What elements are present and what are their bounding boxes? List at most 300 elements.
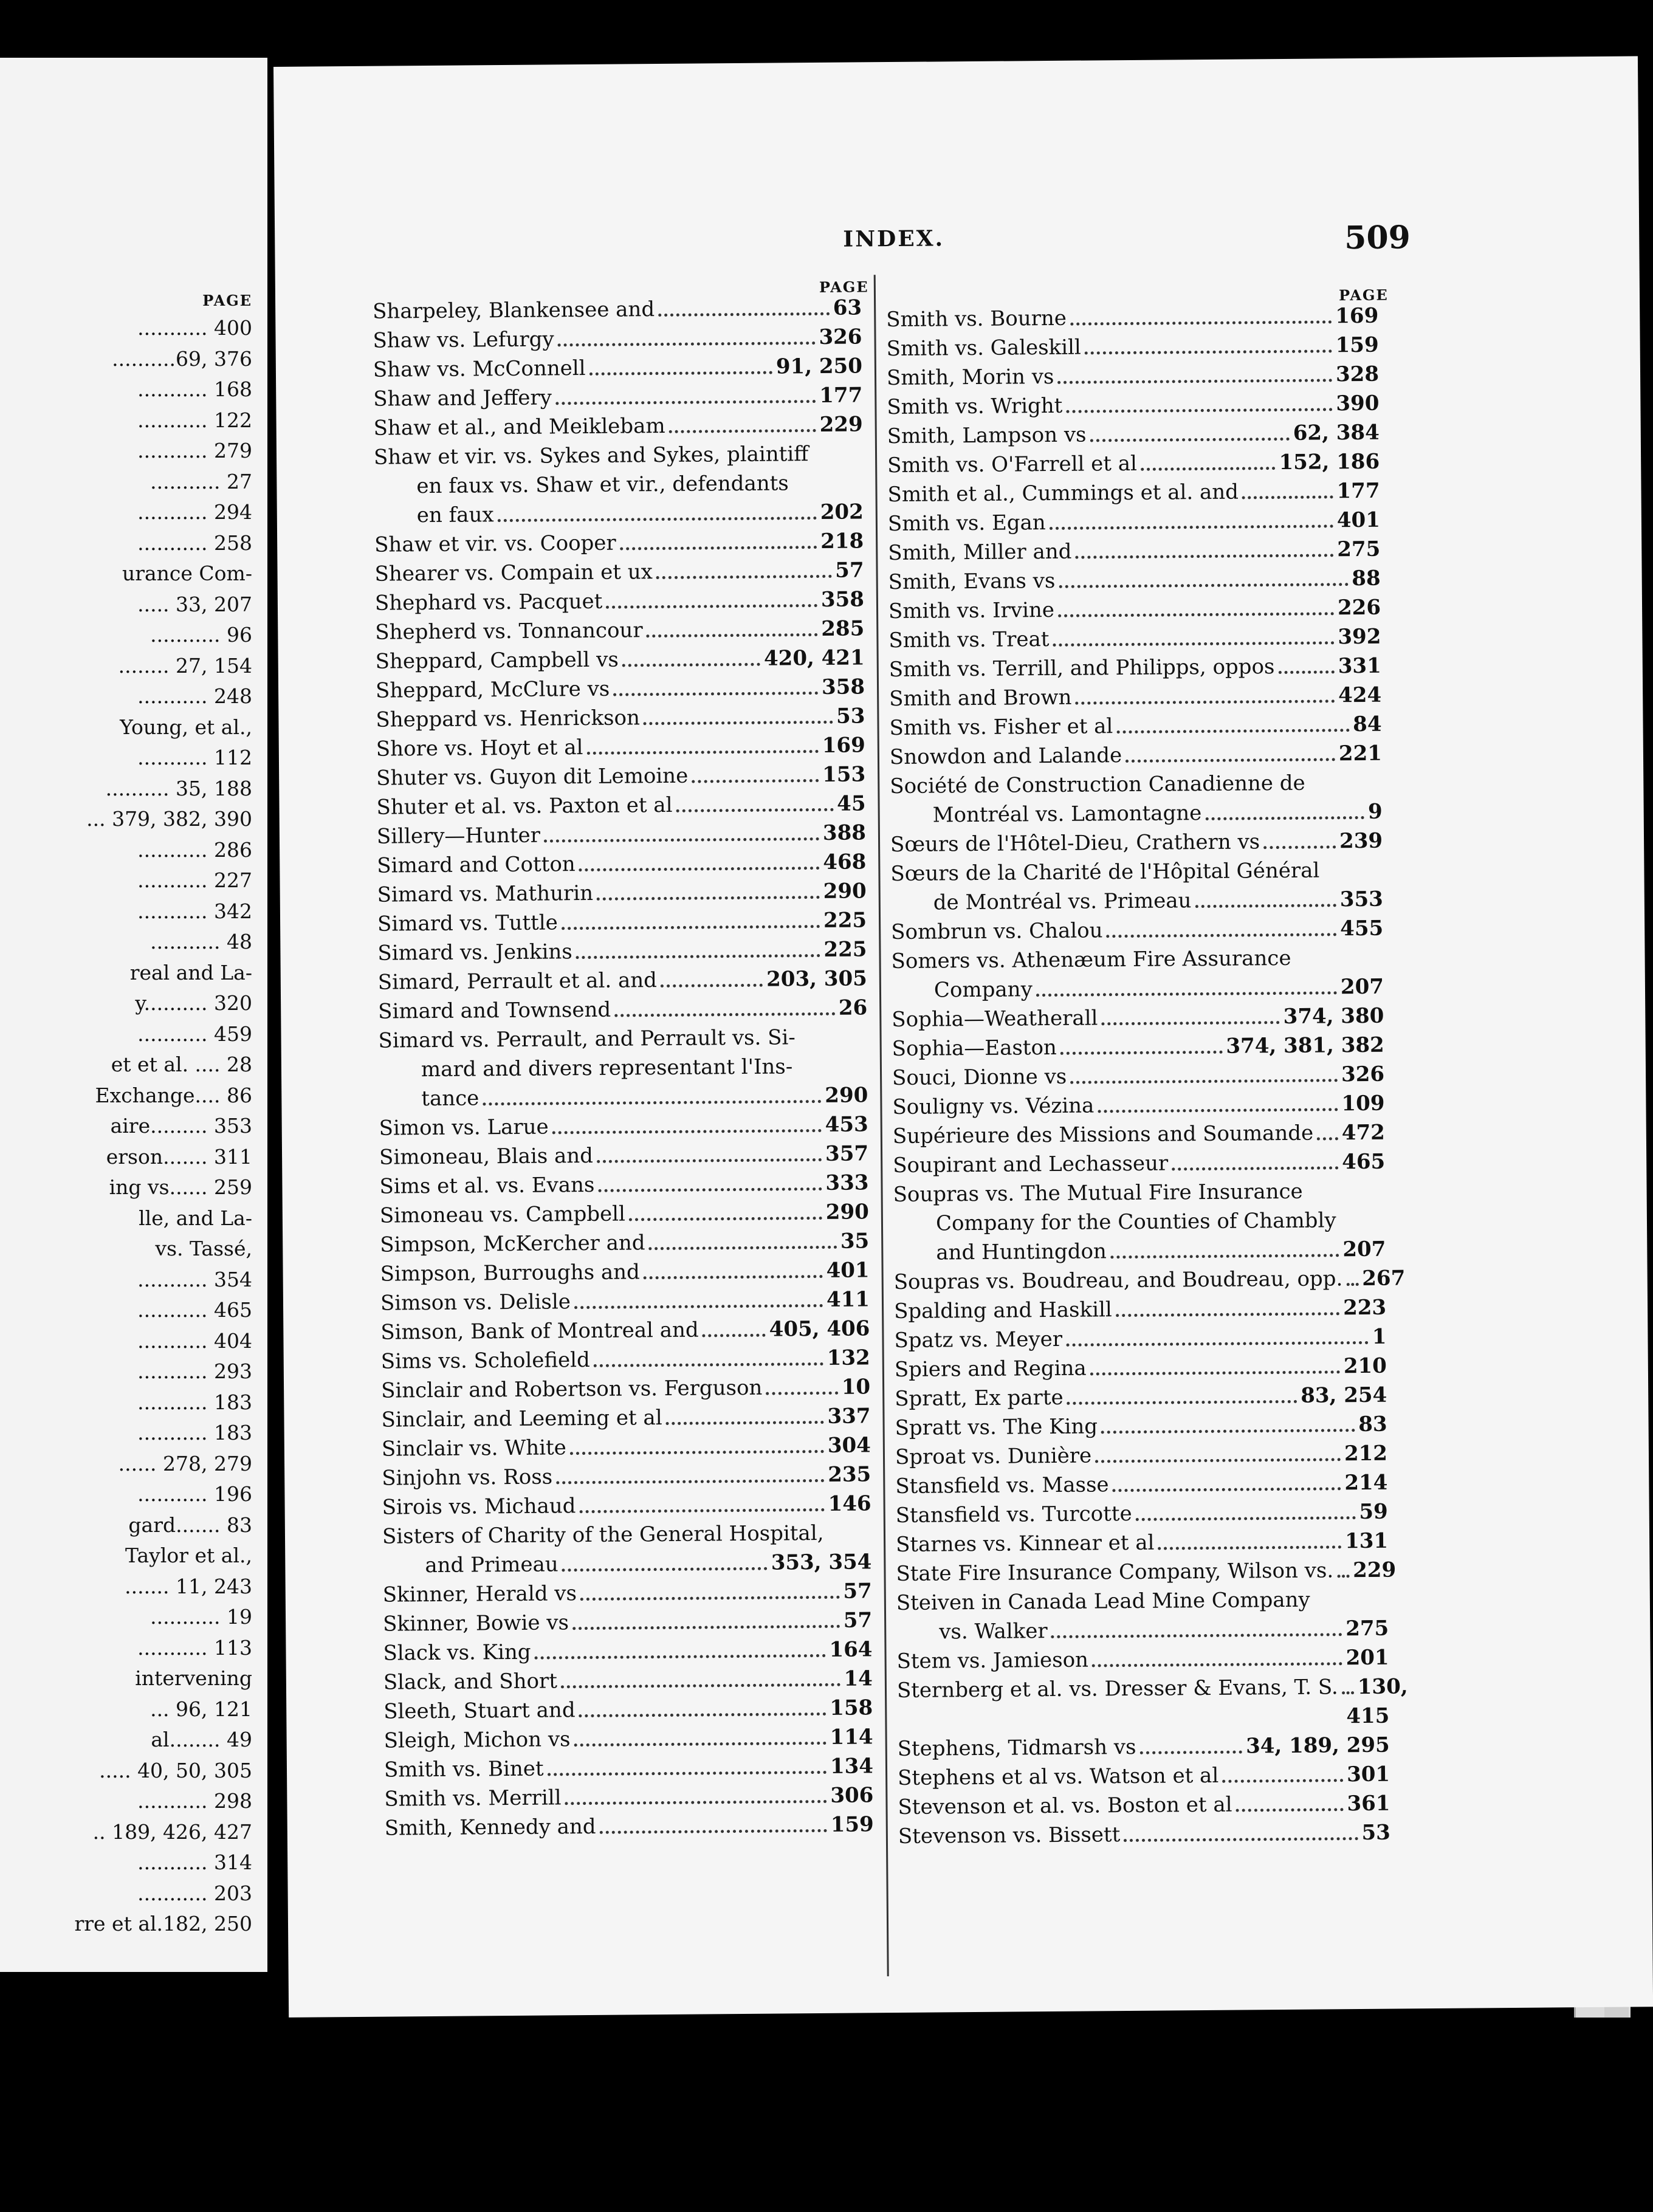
left-page-line: ........... 465 [137, 1298, 252, 1322]
left-page-line: real and La- [129, 960, 252, 984]
entry-name: Spalding and Haskill [893, 1297, 1112, 1324]
entry-page: 207 [1342, 1237, 1386, 1262]
left-page-line: ...... 278, 279 [118, 1451, 252, 1475]
index-entry [382, 1431, 871, 1463]
index-entry [383, 1576, 872, 1609]
left-page-line: ........... 314 [137, 1850, 252, 1874]
left-page-line: rre et al.182, 250 [74, 1912, 252, 1935]
leader-dots [483, 1100, 821, 1105]
leader-dots [1222, 1779, 1343, 1783]
leader-dots [1116, 1312, 1339, 1317]
entry-name: Somers vs. Athenæum Fire Assurance [891, 946, 1291, 974]
entry-page: 134 [830, 1754, 874, 1779]
entry-page: 218 [820, 529, 864, 554]
entry-page: 201 [1345, 1645, 1389, 1671]
entry-page: 53 [836, 704, 865, 729]
left-page-line: Exchange.... 86 [95, 1083, 252, 1107]
index-entry [379, 1139, 868, 1172]
entry-name: Shephard vs. Pacquet [374, 589, 603, 616]
leader-dots [692, 779, 819, 783]
entry-page: 420, 421 [763, 645, 865, 671]
entry-name: Smith vs. Bourne [886, 306, 1067, 332]
leader-dots [1317, 1137, 1338, 1140]
leader-dots [561, 1683, 840, 1689]
leader-dots [644, 1275, 823, 1279]
entry-name: Soupras vs. The Mutual Fire Insurance [893, 1179, 1303, 1207]
index-entry [382, 1547, 871, 1580]
entry-page: 53 [1361, 1820, 1391, 1846]
entry-page: 290 [825, 1083, 868, 1108]
entry-name: Smith vs. Fisher et al [889, 714, 1113, 741]
index-entry [374, 439, 863, 472]
leader-dots [580, 1508, 825, 1513]
entry-name: Sinclair and Robertson vs. Ferguson [380, 1375, 763, 1403]
entry-name: Simard vs. Tuttle [377, 910, 558, 936]
index-entry [898, 1818, 1390, 1851]
entry-name: tance [421, 1086, 479, 1111]
left-page-line: aire......... 353 [110, 1114, 252, 1138]
entry-name: Stephens, Tidmarsh vs [897, 1734, 1136, 1762]
index-entry [891, 914, 1383, 947]
index-entry [378, 964, 867, 997]
leader-dots [1141, 467, 1276, 471]
column-divider [874, 275, 889, 1976]
left-page-line: ..... 40, 50, 305 [99, 1758, 252, 1782]
left-page-line: ... 379, 382, 390 [86, 807, 252, 831]
entry-name: Simard vs. Jenkins [377, 939, 572, 966]
index-entry [890, 797, 1383, 830]
entry-page: 153 [822, 762, 866, 787]
leader-dots [1158, 1545, 1341, 1550]
entry-page: 453 [825, 1112, 868, 1137]
entry-page: 169 [822, 733, 865, 758]
index-entry [893, 1206, 1386, 1238]
index-entry [383, 1693, 873, 1726]
entry-name: Slack, and Short [383, 1669, 558, 1695]
index-entry [892, 1060, 1384, 1093]
leader-dots [580, 1596, 839, 1601]
left-page-line: ........... 112 [137, 746, 252, 769]
entry-name: Spratt, Ex parte [895, 1385, 1064, 1412]
index-entry [375, 585, 864, 617]
entry-name: en faux [416, 503, 494, 528]
index-entry [891, 885, 1383, 918]
index-entry [896, 1556, 1397, 1589]
index-entry [890, 856, 1383, 888]
index-entry [897, 1702, 1389, 1734]
entry-name: Company for the Counties of Chambly [935, 1208, 1336, 1236]
entry-page: 57 [843, 1608, 873, 1633]
entry-name: Shaw et vir. vs. Sykes and Sykes, plaintiff [373, 442, 809, 470]
index-entry [888, 593, 1381, 626]
index-entry [374, 468, 863, 501]
entry-page: 34, 189, 295 [1245, 1733, 1390, 1759]
entry-name: Shuter et al. vs. Paxton et al [376, 792, 673, 820]
entry-page: 239 [1339, 828, 1383, 854]
leader-dots [666, 1421, 824, 1425]
leader-dots [1058, 612, 1334, 617]
index-column-right [886, 301, 1408, 1851]
entry-page: 62, 384 [1293, 420, 1380, 445]
leader-dots [587, 750, 819, 755]
index-entry [377, 905, 867, 938]
entry-page: 226 [1337, 595, 1381, 620]
index-entry [893, 1264, 1406, 1297]
left-page-line: Young, et al., [120, 715, 252, 739]
entry-name: Sharpeley, Blankensee and [373, 297, 655, 324]
entry-page: 83, 254 [1301, 1382, 1387, 1408]
entry-page: 45 [837, 791, 866, 816]
entry-name: Smith et al., Cummings et al. and [887, 479, 1239, 507]
entry-name: Shore vs. Hoyt et al [376, 735, 583, 761]
leader-dots [658, 312, 830, 317]
entry-name: Sheppard, Campbell vs [375, 647, 619, 674]
entry-page: 177 [819, 383, 863, 408]
entry-name: Sproat vs. Dunière [895, 1443, 1092, 1470]
left-page-line: ........... 404 [137, 1328, 252, 1353]
entry-name: Steiven in Canada Lead Mine Company [896, 1587, 1310, 1616]
leader-dots [1195, 904, 1336, 908]
index-column-left [373, 293, 874, 1843]
entry-page: 221 [1338, 741, 1383, 766]
entry-name: Smith, Lampson vs [887, 422, 1087, 449]
entry-page: 1 [1372, 1324, 1387, 1349]
left-page-line: ........... 113 [137, 1635, 252, 1660]
index-entry [384, 1751, 873, 1784]
index-entry [376, 789, 865, 822]
entry-page: 114 [830, 1725, 873, 1750]
entry-name: Skinner, Herald vs [382, 1581, 577, 1607]
leader-dots [1236, 1808, 1344, 1812]
leader-dots [565, 1800, 827, 1805]
entry-page: 275 [1345, 1616, 1389, 1641]
entry-name: Shepherd vs. Tonnancour [375, 618, 643, 645]
index-entry [380, 1255, 869, 1288]
entry-name: vs. Walker [939, 1619, 1048, 1644]
entry-name: Sophia—Weatherall [892, 1006, 1098, 1032]
index-entry [373, 380, 862, 413]
index-entry [896, 1614, 1389, 1647]
entry-page: 306 [830, 1783, 874, 1808]
index-entry [888, 564, 1381, 597]
leader-dots [1051, 1633, 1342, 1638]
entry-page: 455 [1340, 916, 1384, 941]
left-column-page-label: PAGE [819, 278, 869, 296]
index-entry [892, 1089, 1384, 1122]
index-entry [894, 1322, 1386, 1355]
entry-name: Sinjohn vs. Ross [382, 1465, 553, 1491]
entry-page: 9 [1367, 799, 1383, 824]
entry-page: 267 [1362, 1266, 1406, 1291]
leader-dots [629, 1217, 822, 1221]
index-entry [896, 1643, 1389, 1676]
leader-dots [1136, 1516, 1356, 1521]
left-page-label: PAGE [202, 292, 252, 309]
left-page-line: ........... 258 [137, 531, 252, 555]
index-entry [896, 1497, 1388, 1530]
entry-page: 333 [825, 1170, 869, 1195]
index-entry [890, 826, 1383, 859]
entry-page: 212 [1344, 1441, 1388, 1466]
index-entry [893, 1176, 1385, 1209]
index-entry [896, 1672, 1408, 1705]
entry-page: 411 [826, 1287, 870, 1312]
entry-name: Simard vs. Perrault, and Perrault vs. Si- [378, 1025, 796, 1053]
entry-name: Shuter vs. Guyon dit Lemoine [376, 763, 689, 791]
entry-name: Sheppard, McClure vs [375, 676, 610, 703]
index-entry [373, 410, 862, 442]
entry-name: Société de Construction Canadienne de [890, 771, 1305, 799]
entry-name: Smith, Miller and [888, 539, 1072, 566]
entry-page: 158 [830, 1695, 873, 1720]
leader-dots [562, 925, 820, 930]
index-entry [376, 760, 865, 792]
left-page-line: ........... 203 [137, 1881, 252, 1905]
index-entry [385, 1810, 874, 1843]
index-entry [888, 535, 1380, 568]
leader-dots [1124, 1837, 1358, 1842]
entry-name: Supérieure des Missions and Soumande [892, 1121, 1314, 1149]
index-entry [887, 447, 1380, 480]
entry-page: 353 [1339, 887, 1383, 912]
index-entry [373, 351, 862, 384]
entry-page: 275 [1337, 537, 1381, 562]
entry-page: 357 [825, 1141, 869, 1166]
index-entry [892, 1031, 1384, 1063]
index-entry [376, 643, 865, 676]
index-entry [888, 506, 1380, 538]
leader-dots [572, 1625, 840, 1630]
leader-dots [555, 400, 816, 405]
entry-page: 472 [1341, 1120, 1385, 1146]
entry-name: Shaw vs. McConnell [373, 355, 586, 382]
entry-name: Smith vs. Merrill [384, 1785, 562, 1812]
index-entry [374, 526, 864, 559]
entry-page: 210 [1343, 1353, 1387, 1379]
entry-page: 84 [1353, 712, 1382, 737]
index-entry [886, 331, 1378, 363]
index-entry [895, 1381, 1387, 1413]
entry-name: Sœurs de la Charité de l'Hôpital Général [890, 858, 1320, 887]
leader-dots [1036, 991, 1337, 997]
index-entry [895, 1468, 1387, 1501]
index-entry [891, 943, 1383, 976]
entry-name: Smith vs. Irvine [888, 597, 1055, 624]
entry-page: 401 [1336, 507, 1381, 533]
entry-name: Sophia—Easton [892, 1035, 1057, 1062]
entry-name: Smith vs. Wright [887, 393, 1063, 420]
index-entry [375, 614, 864, 647]
entry-name: Shaw et al., and Meiklebam [373, 413, 665, 441]
index-entry [896, 1527, 1388, 1559]
entry-name: Souci, Dionne vs [892, 1064, 1067, 1091]
entry-page: 88 [1352, 566, 1381, 591]
index-entry [892, 972, 1384, 1005]
entry-name: Simard and Cotton [377, 852, 576, 878]
entry-name: Stevenson vs. Bissett [898, 1822, 1121, 1849]
leader-dots [606, 604, 817, 609]
left-page-line: ........... 227 [137, 868, 252, 892]
left-page-line: .. 189, 426, 427 [92, 1819, 252, 1844]
entry-page: 59 [1359, 1499, 1388, 1525]
entry-name: de Montréal vs. Primeau [933, 888, 1192, 915]
entry-name: Sternberg et al. vs. Dresser & Evans, T. S. [896, 1675, 1338, 1703]
leader-dots [1060, 1051, 1223, 1055]
index-entry [373, 322, 862, 355]
index-entry [889, 710, 1381, 743]
entry-page: 225 [823, 937, 867, 962]
index-entry [893, 1235, 1386, 1268]
entry-name: Sims vs. Scholefield [380, 1347, 590, 1374]
left-page-list [0, 313, 252, 1940]
entry-name: Simson vs. Delisle [380, 1290, 571, 1316]
left-page-line: ing vs...... 259 [109, 1175, 252, 1199]
entry-page: 328 [1335, 362, 1380, 387]
entry-page: 57 [843, 1579, 872, 1604]
entry-name: Smith vs. O'Farrell et al [887, 451, 1138, 478]
leader-dots [579, 1712, 826, 1717]
entry-name: Simson, Bank of Montreal and [380, 1317, 699, 1345]
left-page-line: vs. Tassé, [155, 1237, 252, 1260]
index-entry [383, 1664, 873, 1697]
index-entry [383, 1635, 872, 1668]
leader-dots [901, 1723, 1342, 1727]
leader-dots [1059, 583, 1348, 588]
index-entry [898, 1731, 1390, 1764]
entry-page: 392 [1338, 624, 1381, 650]
entry-page: 358 [820, 587, 865, 612]
entry-name: Skinner, Bowie vs [382, 1610, 569, 1637]
entry-name: Sims et al. vs. Evans [379, 1172, 595, 1199]
index-entry [887, 476, 1380, 509]
entry-name: Sisters of Charity of the General Hospital, [382, 1520, 824, 1549]
leader-dots [1101, 1021, 1279, 1025]
entry-name: Simoneau, Blais and [379, 1143, 594, 1170]
leader-dots [622, 663, 760, 667]
leader-dots [649, 1246, 837, 1250]
leader-dots [620, 546, 817, 551]
leader-dots [1172, 1166, 1338, 1170]
entry-page: 229 [1353, 1558, 1397, 1583]
entry-name: Smith, Evans vs [888, 568, 1056, 595]
entry-page: 132 [826, 1345, 870, 1370]
leader-dots [1053, 641, 1335, 647]
entry-page: 326 [819, 325, 862, 349]
leader-dots [1116, 729, 1349, 733]
entry-name: Sleeth, Stuart and [383, 1698, 576, 1724]
entry-page: 83 [1358, 1412, 1387, 1437]
entry-name: Simoneau vs. Campbell [379, 1201, 626, 1228]
leader-dots [1346, 1283, 1358, 1286]
entry-name: Smith, Kennedy and [384, 1814, 596, 1841]
entry-page: 207 [1340, 974, 1384, 1000]
index-entry [889, 681, 1381, 713]
entry-page: 331 [1338, 653, 1381, 679]
leader-dots [1263, 845, 1336, 849]
index-entry [381, 1372, 870, 1405]
leader-dots [548, 1771, 826, 1776]
entry-name: Simon vs. Larue [379, 1115, 549, 1141]
left-page-line: ..........69, 376 [112, 346, 252, 371]
left-page-line: ........... 298 [137, 1789, 252, 1813]
leader-dots [544, 837, 819, 843]
entry-page: 390 [1336, 391, 1380, 416]
entry-page: 290 [825, 1200, 869, 1224]
index-entry [895, 1410, 1387, 1443]
entry-page: 14 [844, 1666, 873, 1691]
entry-name: Soupirant and Lechasseur [893, 1151, 1169, 1178]
leader-dots [535, 1654, 826, 1660]
left-page-line: ........... 196 [137, 1482, 252, 1506]
entry-name: Smith and Brown [889, 685, 1072, 712]
leader-dots [1101, 1429, 1355, 1434]
leader-dots [562, 1567, 768, 1572]
left-page-line: ........... 96 [150, 623, 252, 647]
index-entry [377, 935, 867, 967]
left-page-line: al........ 49 [151, 1728, 252, 1751]
entry-page: 358 [821, 675, 865, 699]
right-column-page-label: PAGE [1338, 286, 1389, 304]
index-entry [895, 1352, 1387, 1384]
index-entry [886, 301, 1378, 334]
left-page-line: ........... 19 [150, 1605, 252, 1629]
entry-name: Souligny vs. Vézina [892, 1093, 1095, 1120]
left-page-line: urance Com- [122, 562, 252, 585]
entry-name: Spiers and Regina [894, 1356, 1087, 1382]
entry-name: Simard vs. Mathurin [377, 881, 594, 907]
index-entry [380, 1314, 870, 1347]
entry-page: 235 [828, 1462, 871, 1487]
page-number: 509 [1344, 219, 1411, 257]
leader-dots [1342, 1691, 1354, 1694]
entry-page: 152, 186 [1279, 449, 1380, 475]
leader-dots [669, 429, 816, 433]
page-title: INDEX. [843, 225, 945, 252]
entry-name: Sinclair, and Leeming et al [381, 1406, 662, 1432]
left-page-line: intervening [135, 1666, 252, 1690]
index-entry [376, 730, 865, 763]
leader-dots [598, 1187, 822, 1192]
entry-name: Smith vs. Egan [887, 510, 1046, 537]
entry-name: Soupras vs. Boudreau, and Boudreau, opp. [893, 1266, 1343, 1295]
leader-dots [574, 1742, 826, 1747]
entry-name: Stem vs. Jamieson [896, 1647, 1089, 1674]
entry-name: Stansfield vs. Masse [895, 1472, 1109, 1499]
left-page-line: ........... 48 [150, 930, 252, 953]
index-entry [377, 847, 866, 880]
leader-dots [597, 896, 820, 901]
leader-dots [1113, 1487, 1341, 1492]
index-entry [377, 876, 867, 909]
index-entry [382, 1489, 871, 1522]
entry-page: 388 [822, 820, 867, 845]
left-page-line: ........... 248 [137, 684, 252, 708]
entry-name: Montréal vs. Lamontagne [932, 801, 1202, 828]
left-page-fragment [0, 58, 267, 1972]
entry-name: Stansfield vs. Turcotte [895, 1501, 1132, 1528]
left-page-line: ........... 459 [137, 1022, 252, 1046]
left-page-line: ........... 400 [137, 316, 252, 340]
entry-page: 169 [1335, 303, 1379, 329]
entry-name: Spatz vs. Meyer [894, 1327, 1063, 1353]
entry-name: Spratt vs. The King [895, 1414, 1098, 1441]
index-entry [893, 1118, 1385, 1151]
index-entry [378, 993, 867, 1026]
entry-name: State Fire Insurance Company, Wilson vs. [896, 1558, 1334, 1587]
entry-name: Sombrun vs. Chalou [891, 918, 1103, 945]
leader-dots [1278, 670, 1334, 674]
index-entry [376, 701, 865, 734]
